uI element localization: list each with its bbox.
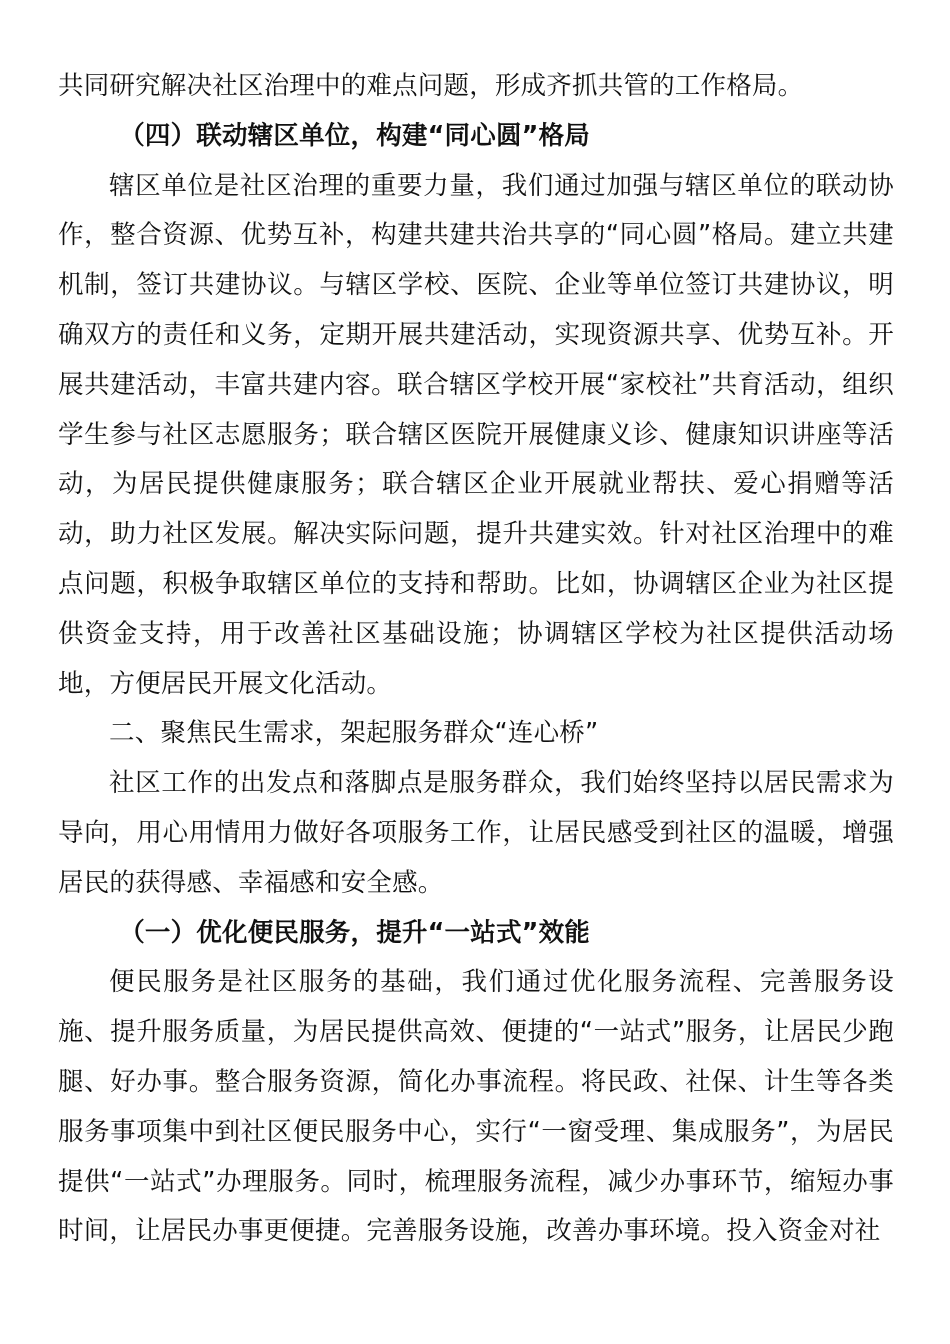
heading-section-4: （四）联动辖区单位，构建“同心圆”格局: [119, 120, 591, 151]
paragraph-convenience-service: 便民服务是社区服务的基础，我们通过优化服务流程、完善服务设施、提升服务质量，为居民提供高效、便捷的“一站式”服务，让居民少跑腿、好办事。整合服务资源，简化办事流程。将民政、社保、计生等各类服务事项集中到社区便民服务中心，实行“一窗受理、集成服务”，为居民提供“一站式”办理服务。同时，梳理服务流程，减少办事环节，缩短办事时间，让居民办事更便捷。完善服务设施，改善办事环境。投入资金对社: [58, 967, 894, 1247]
section-title-2: 二、聚焦民生需求，架起服务群众“连心桥”: [109, 718, 599, 749]
paragraph-service-intro: 社区工作的出发点和落脚点是服务群众，我们始终坚持以居民需求为导向，用心用情用力做好各项服务工作，让居民感受到社区的温暖，增强居民的获得感、幸福感和安全感。: [58, 768, 894, 898]
paragraph-joint-building: 辖区单位是社区治理的重要力量，我们通过加强与辖区单位的联动协作，整合资源、优势互补，构建共建共治共享的“同心圆”格局。建立共建机制，签订共建协议。与辖区学校、医院、企业等单位签订共建协议，明确双方的责任和义务，定期开展共建活动，实现资源共享、优势互补。开展共建活动，丰富共建内容。联合辖区学校开展“家校社”共育活动，组织学生参与社区志愿服务；联合辖区医院开展健康义诊、健康知识讲座等活动，为居民提供健康服务；联合辖区企业开展就业帮扶、爱心捐赠等活动，助力社区发展。解决实际问题，提升共建实效。针对社区治理中的难点问题，积极争取辖区单位的支持和帮助。比如，协调辖区企业为社区提供资金支持，用于改善社区基础设施；协调辖区学校为社区提供活动场地，方便居民开展文化活动。: [58, 170, 894, 699]
heading-subsection-1: （一）优化便民服务，提升“一站式”效能: [119, 917, 591, 948]
document-body: [58, 62, 894, 1257]
paragraph-continuation: 共同研究解决社区治理中的难点问题，形成齐抓共管的工作格局。: [58, 71, 804, 101]
